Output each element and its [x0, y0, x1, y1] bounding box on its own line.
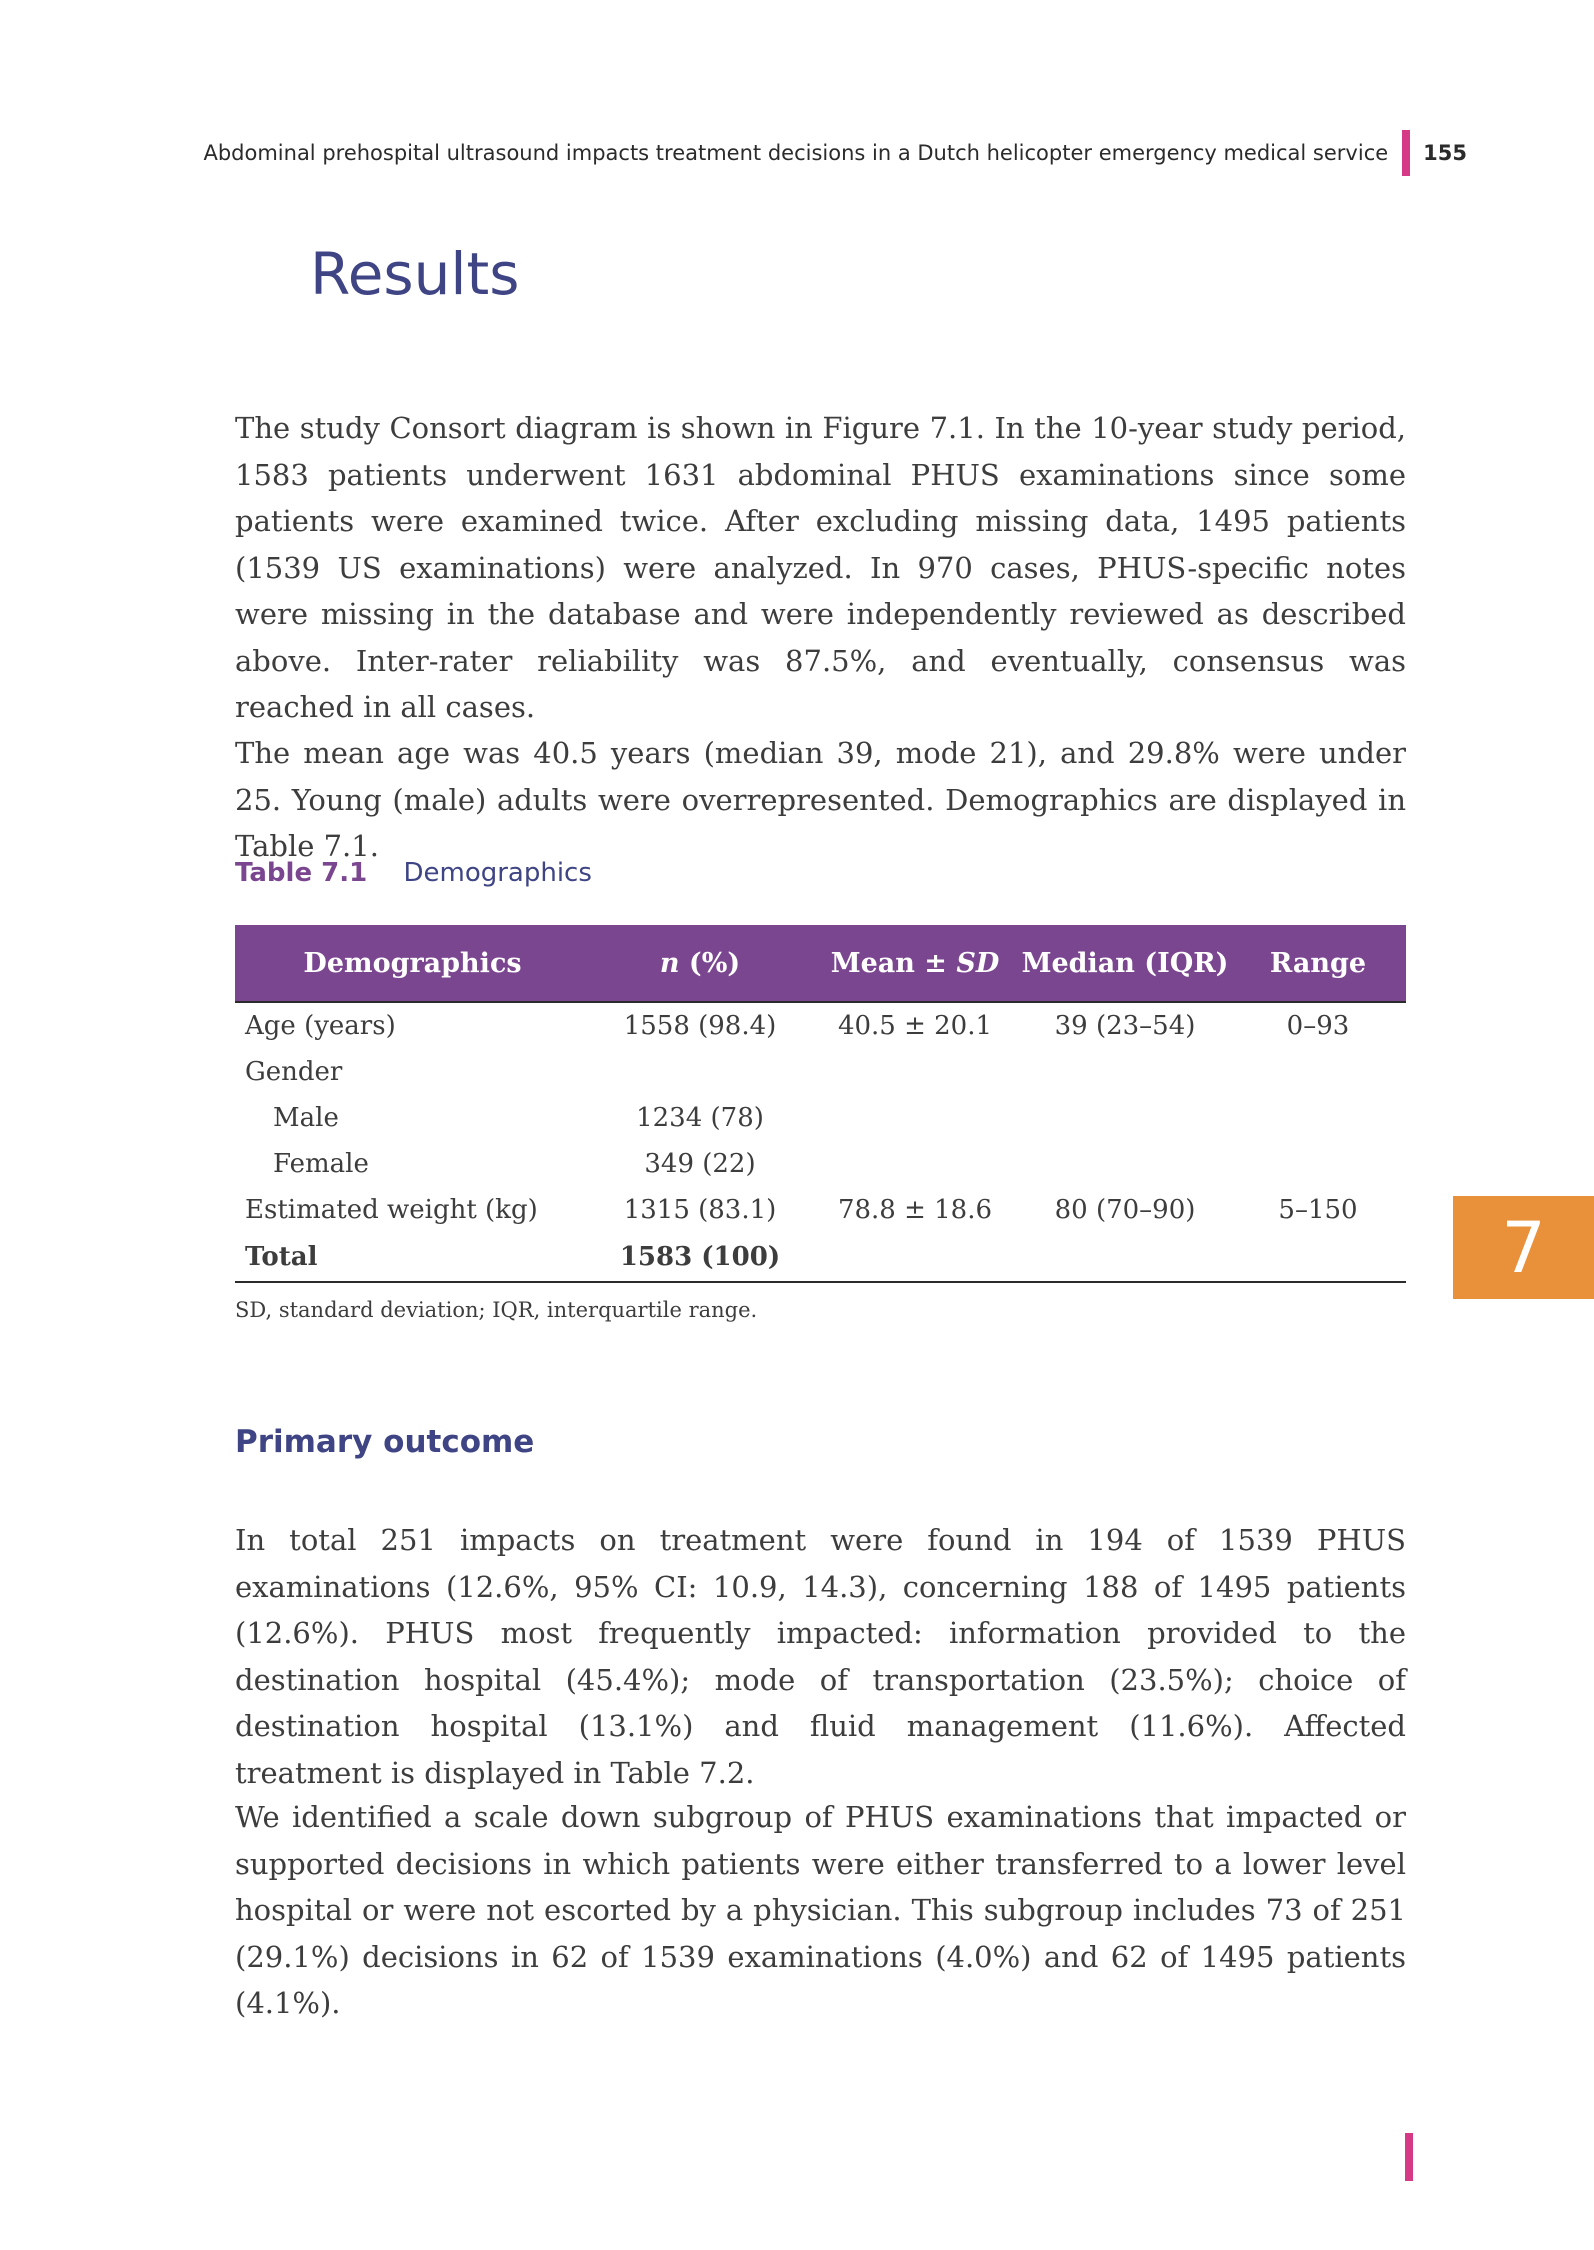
cell-mean	[810, 1141, 1020, 1187]
cell-mean: 40.5 ± 20.1	[837, 1011, 993, 1041]
cell-n	[590, 1049, 810, 1095]
header-sd-italic: SD	[956, 947, 1000, 979]
cell-median: 80 (70–90)	[1054, 1195, 1196, 1225]
table-row	[235, 1049, 1406, 1095]
header-mean-plain: Mean ±	[830, 947, 957, 979]
header-n-percent	[590, 925, 810, 1002]
header-n-italic: n	[659, 947, 680, 979]
cell-mean: 78.8 ± 18.6	[837, 1195, 993, 1225]
running-header	[203, 130, 1467, 176]
row-label: Estimated weight (kg)	[245, 1195, 538, 1225]
table-label: Table 7.1	[235, 858, 368, 888]
row-label: Gender	[245, 1057, 343, 1087]
paragraph-primary-outcome: In total 251 impacts on treatment were found in 194 of 1539 PHUS examinations (12.6%, 95% CI: 10.9, 14.3), concerning 188 of 1495 patients (12.6%). PHUS most frequently impacted: information provided to the destination hospital (45.4%); mode of transportation (23.5%); choice of destination hospital (13.1%) and fluid management (11.6%). Affected treatment is displayed in Table 7.2.	[235, 1523, 1406, 1790]
cell-n: 1583 (100)	[590, 1233, 810, 1282]
table-row	[235, 1002, 1406, 1049]
section-title: Results	[310, 240, 520, 308]
cell-range	[1230, 1095, 1406, 1141]
cell-range	[1230, 1141, 1406, 1187]
paragraph-demographics: The mean age was 40.5 years (median 39, mode 21), and 29.8% were under 25. Young (male) adults were overrepresented. Demographics are displayed in Table 7.1.	[235, 736, 1406, 863]
table-header-row	[235, 925, 1406, 1002]
cell-median	[1020, 1141, 1230, 1187]
cell-range	[1230, 1049, 1406, 1095]
subsection-title: Primary outcome	[235, 1424, 535, 1460]
cell-range: 5–150	[1278, 1195, 1358, 1225]
row-label: Male	[273, 1103, 339, 1133]
table-row	[235, 1141, 1406, 1187]
page-number: 155	[1423, 141, 1467, 165]
cell-median	[1020, 1233, 1230, 1282]
demographics-table	[235, 925, 1406, 1283]
header-range: Range	[1230, 925, 1406, 1002]
footer-accent-bar	[1405, 2133, 1413, 2181]
cell-n: 349 (22)	[644, 1149, 756, 1179]
table-row	[235, 1095, 1406, 1141]
cell-range: 0–93	[1286, 1011, 1350, 1041]
cell-n: 1315 (83.1)	[623, 1195, 777, 1225]
cell-n: 1558 (98.4)	[623, 1011, 777, 1041]
cell-median	[1020, 1095, 1230, 1141]
table-title: Demographics	[403, 858, 592, 888]
paragraph-consort: The study Consort diagram is shown in Figure 7.1. In the 10-year study period, 1583 patients underwent 1631 abdominal PHUS examinations since some patients were examined twice. After excluding missing data, 1495 patients (1539 US examinations) were analyzed. In 970 cases, PHUS-specific notes were missing in the database and were independently reviewed as described above. Inter-rater reliability was 87.5%, and eventually, consensus was reached in all cases.	[235, 411, 1406, 724]
header-demographics: Demographics	[235, 925, 590, 1002]
header-median-iqr: Median (IQR)	[1020, 925, 1230, 1002]
table-row	[235, 1187, 1406, 1233]
header-n-rest: (%)	[679, 947, 741, 979]
row-label: Total	[235, 1233, 590, 1282]
row-label: Age (years)	[245, 1011, 396, 1041]
table-row-total	[235, 1233, 1406, 1282]
row-label: Female	[273, 1149, 369, 1179]
paragraph-subgroup: We identified a scale down subgroup of PHUS examinations that impacted or supported decisions in which patients were either transferred to a lower level hospital or were not escorted by a physician. This subgroup includes 73 of 251 (29.1%) decisions in 62 of 1539 examinations (4.0%) and 62 of 1495 patients (4.1%).	[235, 1800, 1406, 2020]
cell-mean	[810, 1049, 1020, 1095]
running-title: Abdominal prehospital ultrasound impacts treatment decisions in a Dutch helicopter emergency medical service	[203, 141, 1389, 165]
header-accent-bar	[1402, 130, 1410, 176]
cell-mean	[810, 1233, 1020, 1282]
header-mean-sd	[810, 925, 1020, 1002]
cell-median: 39 (23–54)	[1054, 1011, 1196, 1041]
table-caption	[235, 858, 592, 888]
chapter-tab: 7	[1453, 1196, 1594, 1299]
cell-mean	[810, 1095, 1020, 1141]
cell-n: 1234 (78)	[636, 1103, 764, 1133]
cell-median	[1020, 1049, 1230, 1095]
cell-range	[1230, 1233, 1406, 1282]
table-footnote: SD, standard deviation; IQR, interquartile range.	[235, 1298, 758, 1322]
